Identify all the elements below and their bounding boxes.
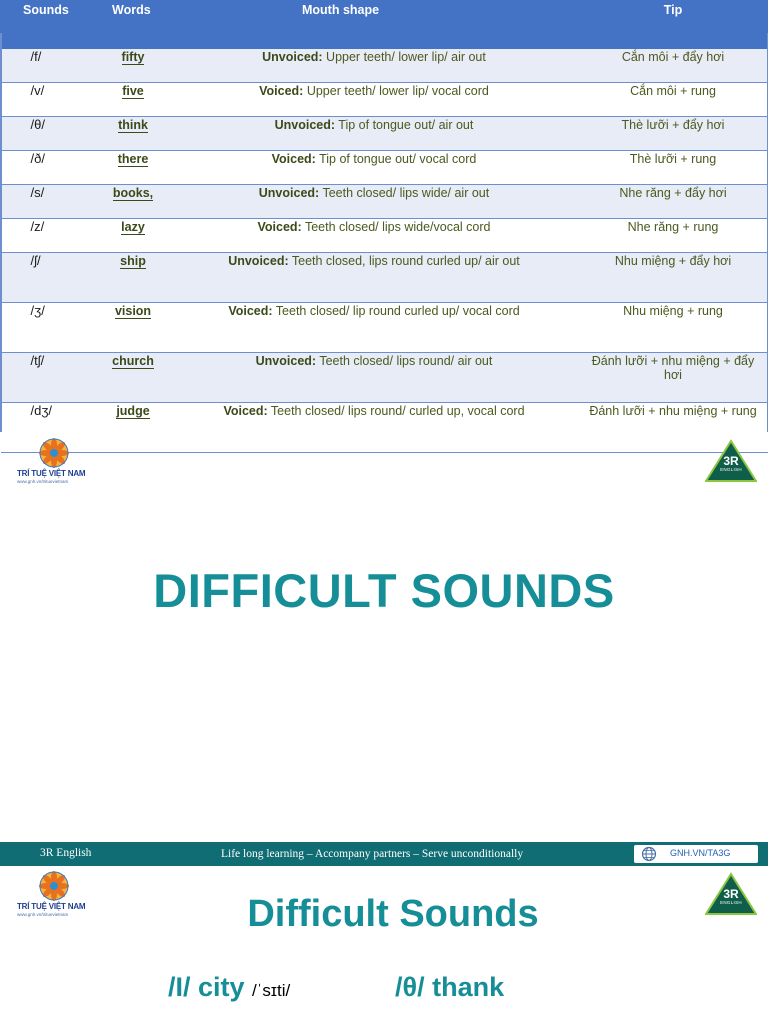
example-1-ipa: /ˈsɪti/ xyxy=(252,981,291,1000)
example-word: church xyxy=(112,354,154,368)
header-words: Words xyxy=(96,1,171,49)
sounds-table xyxy=(0,0,768,453)
mouth-shape-description: Teeth closed, lips round curled up/ air out xyxy=(288,254,520,268)
voicing-label: Voiced: xyxy=(271,152,316,166)
logo-3r-text: 3R xyxy=(723,887,739,901)
slide-title: DIFFICULT SOUNDS xyxy=(153,564,615,617)
mouth-shape-description: Teeth closed/ lips round/ air out xyxy=(316,354,493,368)
tip-cell: Thè lưỡi + rung xyxy=(578,151,768,185)
sound-cell: /z/ xyxy=(1,219,96,253)
voicing-label: Unvoiced: xyxy=(274,118,336,132)
example-word: fifty xyxy=(121,50,145,64)
website-link-box[interactable] xyxy=(634,845,758,863)
section-subtitle: Difficult Sounds xyxy=(247,893,539,935)
logo-url: www.gnh.vn/trituevietnam xyxy=(17,912,69,917)
website-link-text[interactable]: GNH.VN/TA3G xyxy=(670,848,731,858)
logo-english-text: ENGLISH xyxy=(720,467,742,472)
mouth-shape-cell xyxy=(171,303,578,353)
sound-cell: /θ/ xyxy=(1,117,96,151)
mouth-shape-description: Upper teeth/ lower lip/ vocal cord xyxy=(303,84,489,98)
sound-cell: /ʒ/ xyxy=(1,303,96,353)
sound-cell: /f/ xyxy=(1,49,96,83)
table-row xyxy=(1,185,768,219)
voicing-label: Voiced: xyxy=(259,84,304,98)
mouth-shape-cell xyxy=(171,219,578,253)
mouth-shape-cell xyxy=(171,49,578,83)
voicing-label: Voiced: xyxy=(228,304,273,318)
example-2-text: /θ/ thank xyxy=(395,972,505,1002)
example-word: judge xyxy=(116,404,150,418)
example-1 xyxy=(168,972,290,1003)
tip-cell: Nhe răng + đẩy hơi xyxy=(578,185,768,219)
tip-cell: Nhu miệng + rung xyxy=(578,303,768,353)
header-sounds: Sounds xyxy=(1,1,96,49)
mouth-shape-cell xyxy=(171,353,578,403)
voicing-label: Unvoiced: xyxy=(255,354,317,368)
example-word: five xyxy=(122,84,144,98)
example-word: there xyxy=(117,152,149,166)
flower-logo-icon xyxy=(35,437,73,469)
word-cell xyxy=(96,353,171,403)
table-row xyxy=(1,117,768,151)
word-cell xyxy=(96,303,171,353)
mouth-shape-cell xyxy=(171,151,578,185)
mouth-shape-cell xyxy=(171,117,578,151)
tip-cell: Đánh lưỡi + nhu miệng + rung xyxy=(578,403,768,453)
table-row xyxy=(1,253,768,303)
tip-cell: Cắn môi + đẩy hơi xyxy=(578,49,768,83)
mouth-shape-cell xyxy=(171,83,578,117)
example-2 xyxy=(395,972,504,1003)
tip-cell: Đánh lưỡi + nhu miệng + đẩy hơi xyxy=(578,353,768,403)
sound-cell: /v/ xyxy=(1,83,96,117)
example-word: ship xyxy=(120,254,146,268)
logo-3r-text: 3R xyxy=(723,454,739,468)
example-word: vision xyxy=(114,304,152,318)
mouth-shape-description: Teeth closed/ lips round/ curled up, vocal cord xyxy=(267,404,525,418)
sound-cell: /tʃ/ xyxy=(1,353,96,403)
logo-name: TRÍ TUỆ VIỆT NAM xyxy=(17,902,86,911)
header-mouth-shape: Mouth shape xyxy=(171,1,578,49)
footer-brand: 3R English xyxy=(40,847,92,859)
word-cell xyxy=(96,49,171,83)
header-tip: Tip xyxy=(578,1,768,49)
globe-icon xyxy=(640,846,658,862)
mouth-shape-description: Tip of tongue out/ vocal cord xyxy=(315,152,477,166)
mouth-shape-description: Tip of tongue out/ air out xyxy=(335,118,474,132)
tip-cell: Nhe răng + rung xyxy=(578,219,768,253)
voicing-label: Unvoiced: xyxy=(258,186,320,200)
mouth-shape-cell xyxy=(171,253,578,303)
table-row xyxy=(1,49,768,83)
word-cell xyxy=(96,117,171,151)
tip-cell: Cắn môi + rung xyxy=(578,83,768,117)
tri-tue-viet-nam-logo xyxy=(17,437,109,487)
logo-english-text: ENGLISH xyxy=(720,900,742,905)
mouth-shape-description: Upper teeth/ lower lip/ air out xyxy=(322,50,486,64)
table-row xyxy=(1,403,768,453)
voicing-label: Voiced: xyxy=(223,404,268,418)
tip-cell: Nhu miệng + đẩy hơi xyxy=(578,253,768,303)
mouth-shape-description: Teeth closed/ lip round curled up/ vocal cord xyxy=(272,304,520,318)
example-word: lazy xyxy=(121,220,145,234)
table-row xyxy=(1,353,768,403)
table-header-row xyxy=(1,1,768,49)
table-row xyxy=(1,151,768,185)
example-1-text: /I/ city xyxy=(168,972,253,1002)
sound-cell: /s/ xyxy=(1,185,96,219)
logo-url: www.gnh.vn/trituevietnam xyxy=(17,479,69,484)
sound-cell: /ʃ/ xyxy=(1,253,96,303)
mouth-shape-cell xyxy=(171,185,578,219)
footer-tagline: Life long learning – Accompany partners – Serve unconditionally xyxy=(221,848,524,860)
voicing-label: Unvoiced: xyxy=(228,254,289,268)
example-word: books, xyxy=(112,186,154,200)
word-cell xyxy=(96,83,171,117)
voicing-label: Unvoiced: xyxy=(262,50,323,64)
mouth-shape-description: Teeth closed/ lips wide/vocal cord xyxy=(301,220,491,234)
table-row xyxy=(1,303,768,353)
table-border-left xyxy=(0,33,2,432)
sound-cell: /dʒ/ xyxy=(1,403,96,453)
sound-cell: /ð/ xyxy=(1,151,96,185)
mouth-shape-cell xyxy=(171,403,578,453)
footer-bar xyxy=(0,842,768,866)
table-row xyxy=(1,83,768,117)
3r-english-logo xyxy=(705,439,757,483)
word-cell xyxy=(96,253,171,303)
table-row xyxy=(1,219,768,253)
mouth-shape-description: Teeth closed/ lips wide/ air out xyxy=(319,186,490,200)
word-cell xyxy=(96,219,171,253)
voicing-label: Voiced: xyxy=(257,220,302,234)
logo-name: TRÍ TUỆ VIỆT NAM xyxy=(17,469,86,478)
example-word: think xyxy=(118,118,148,132)
tip-cell: Thè lưỡi + đẩy hơi xyxy=(578,117,768,151)
word-cell xyxy=(96,185,171,219)
word-cell xyxy=(96,151,171,185)
